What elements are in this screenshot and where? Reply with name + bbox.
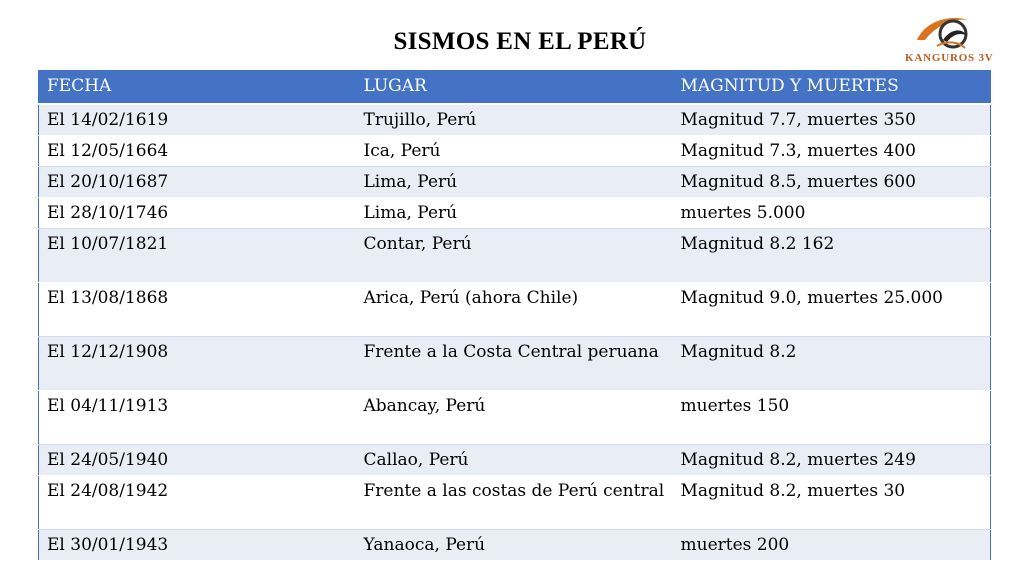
cell-magnitud: Magnitud 8.2, muertes 30 <box>673 476 991 530</box>
earthquake-table <box>38 70 991 561</box>
cell-magnitud: Magnitud 8.2 <box>673 337 991 391</box>
cell-magnitud: Magnitud 8.2 162 <box>673 229 991 283</box>
cell-fecha: El 13/08/1868 <box>39 283 356 337</box>
cell-lugar: Arica, Perú (ahora Chile) <box>356 283 673 337</box>
table-row <box>39 530 991 561</box>
cell-magnitud: muertes 150 <box>673 391 991 445</box>
cell-magnitud: Magnitud 8.5, muertes 600 <box>673 167 991 198</box>
cell-magnitud: muertes 200 <box>673 530 991 561</box>
table-row <box>39 445 991 476</box>
cell-fecha: El 04/11/1913 <box>39 391 356 445</box>
cell-lugar: Yanaoca, Perú <box>356 530 673 561</box>
table-row <box>39 104 991 136</box>
page-title: SISMOS EN EL PERÚ <box>393 28 647 55</box>
cell-fecha: El 12/05/1664 <box>39 136 356 167</box>
table-row <box>39 136 991 167</box>
header-fecha: FECHA <box>39 71 356 105</box>
cell-magnitud: Magnitud 7.3, muertes 400 <box>673 136 991 167</box>
cell-magnitud: Magnitud 9.0, muertes 25.000 <box>673 283 991 337</box>
cell-fecha: El 10/07/1821 <box>39 229 356 283</box>
cell-fecha: El 12/12/1908 <box>39 337 356 391</box>
header-lugar: LUGAR <box>356 71 673 105</box>
cell-fecha: El 20/10/1687 <box>39 167 356 198</box>
table-row <box>39 337 991 391</box>
cell-fecha: El 14/02/1619 <box>39 104 356 136</box>
table-row <box>39 391 991 445</box>
cell-lugar: Contar, Perú <box>356 229 673 283</box>
table-row <box>39 283 991 337</box>
cell-magnitud: Magnitud 7.7, muertes 350 <box>673 104 991 136</box>
cell-lugar: Callao, Perú <box>356 445 673 476</box>
header-magnitud: MAGNITUD Y MUERTES <box>673 71 991 105</box>
cell-lugar: Trujillo, Perú <box>356 104 673 136</box>
cell-lugar: Abancay, Perú <box>356 391 673 445</box>
cell-lugar: Lima, Perú <box>356 198 673 229</box>
table-row <box>39 229 991 283</box>
table-row <box>39 167 991 198</box>
cell-lugar: Frente a la Costa Central peruana <box>356 337 673 391</box>
cell-lugar: Ica, Perú <box>356 136 673 167</box>
cell-fecha: El 28/10/1746 <box>39 198 356 229</box>
cell-fecha: El 24/05/1940 <box>39 445 356 476</box>
kangaroo-logo-icon <box>907 10 977 54</box>
cell-fecha: El 24/08/1942 <box>39 476 356 530</box>
cell-fecha: El 30/01/1943 <box>39 530 356 561</box>
table-row <box>39 198 991 229</box>
kanguros-logo <box>903 10 995 68</box>
table-header-row <box>39 71 991 105</box>
cell-lugar: Frente a las costas de Perú central <box>356 476 673 530</box>
logo-text: KANGUROS 3V <box>905 52 994 64</box>
cell-magnitud: muertes 5.000 <box>673 198 991 229</box>
cell-lugar: Lima, Perú <box>356 167 673 198</box>
cell-magnitud: Magnitud 8.2, muertes 249 <box>673 445 991 476</box>
table-row <box>39 476 991 530</box>
